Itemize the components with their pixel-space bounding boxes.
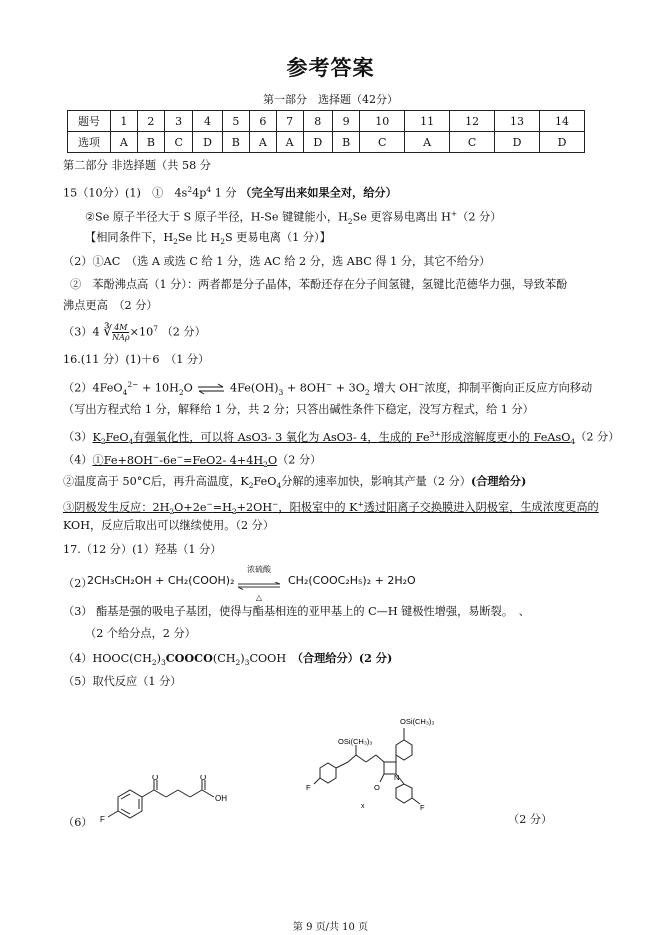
- part2-heading: 第二部分 非选择题（共 58 分: [63, 159, 211, 172]
- reaction-arrow-icon: [236, 582, 282, 590]
- svg-text:x: x: [361, 803, 365, 810]
- answer-cell: D: [193, 132, 222, 153]
- answer-table: [67, 110, 585, 153]
- reversible-arrow-icon: [196, 383, 226, 395]
- q17-line7-label: （6）: [63, 816, 93, 829]
- answer-cell: 5: [222, 111, 249, 132]
- answer-cell: C: [450, 132, 495, 153]
- svg-text:F: F: [420, 803, 425, 812]
- svg-text:O: O: [152, 775, 159, 782]
- page-footer: 第 9 页/共 10 页: [292, 922, 369, 933]
- answer-cell: A: [249, 132, 276, 153]
- q16-line7: ③阴极发生反应：$2H_2O+2e^-=H_2+2OH^-$，阳极室中的 K+透过阳离子交换膜进入阴极室，生成浓度更高的: [63, 499, 599, 516]
- answer-cell: 4: [193, 111, 222, 132]
- answer-cell: B: [222, 132, 249, 153]
- q15-line1: 15（10分）(1) ① $4s^24p^4$ 1 分 （完全写出来如果全对，给分）: [63, 185, 397, 200]
- answer-cell: B: [333, 132, 360, 153]
- reaction-condition: 浓硫酸 △: [236, 564, 282, 594]
- svg-text:OSi(CH₃)₃: OSi(CH₃)₃: [400, 717, 435, 726]
- answer-cell: 9: [333, 111, 360, 132]
- q15-line2: ②Se 原子半径大于 S 原子半径，H-Se 键键能小，$H_2Se$ 更容易电离出 H+（2 分）: [85, 209, 502, 226]
- svg-text:OSi(CH₃)₃: OSi(CH₃)₃: [338, 737, 373, 746]
- answer-cell: D: [495, 132, 540, 153]
- benzene-ring-top: [396, 740, 412, 760]
- q17-line1: 17.（12 分）(1）羟基（1 分）: [63, 543, 222, 556]
- answer-cell: 12: [450, 111, 495, 132]
- q17-line5: $(4)HOOC(CH_2)_3COOCO(CH_2)_3COOH$ （合理给分）(2 分): [63, 651, 393, 668]
- answer-cell: 11: [405, 111, 450, 132]
- answer-cell: D: [303, 132, 332, 153]
- part1-heading: 第一部分 选择题（42分）: [263, 93, 398, 106]
- malonate-equation-right: CH₂(COOC₂H₅)₂ + 2H₂O: [288, 574, 416, 587]
- svg-text:OH: OH: [215, 794, 227, 803]
- answer-table-row-numbers: [68, 111, 585, 132]
- q16-line1: 16.(11 分）(1)＋6 （1 分）: [63, 353, 210, 366]
- svg-text:N: N: [394, 773, 400, 782]
- answer-cell: 8: [303, 111, 332, 132]
- q17-line6: （5）取代反应（1 分）: [63, 675, 182, 688]
- q17-line4: （2 个给分点，2 分）: [85, 627, 196, 640]
- answer-cell: 1: [111, 111, 138, 132]
- answer-cell: A: [276, 132, 303, 153]
- answer-cell: D: [539, 132, 584, 153]
- answer-cell: 10: [360, 111, 405, 132]
- malonate-equation-left: 2CH₃CH₂OH + CH₂(COOH)₂: [87, 574, 235, 587]
- answer-cell: 题号: [68, 111, 111, 132]
- answer-cell: A: [405, 132, 450, 153]
- q16-line5: （4）①Fe+8OH−-6e−=FeO2- $4+4H_2O(2$ 分）: [63, 452, 322, 469]
- q15-line7: （3）4 ∛ $\frac{4M}{\text{NAρ}}$ $\times 10^7$ （2 分）: [63, 323, 206, 343]
- svg-text:O: O: [200, 775, 207, 782]
- answer-cell: C: [165, 132, 193, 153]
- q16-line4: $(3)K_2FeO_4$有强氧化性，可以将 AsO3- 3 氧化为 AsO3- 4，生成的 $Fe^{3+}$形成溶解度更小的 FeAsO$_4$（2 分）: [63, 429, 620, 446]
- answer-cell: A: [111, 132, 138, 153]
- q17-line2: （2）: [63, 577, 93, 590]
- answer-cell: C: [360, 132, 405, 153]
- answer-cell: 3: [165, 111, 193, 132]
- answer-cell: 选项: [68, 132, 111, 153]
- answer-cell: B: [137, 132, 164, 153]
- beta-lactam-structure: [300, 700, 500, 820]
- svg-text:F: F: [100, 815, 105, 824]
- q16-line8: KOH，反应后取出可以继续使用。（2 分）: [63, 519, 275, 532]
- q16-line2: $(2)4FeO_4^{2-} + 10H_2O$ $4Fe(OH)_3 + 8OH^- + 3O_2$ 增大 OH−浓度，抑制平衡向正反应方向移动: [63, 380, 593, 397]
- answer-cell: 13: [495, 111, 540, 132]
- q16-line6: ②温度高于 50°C后，再升高温度，$K_2FeO_4$分解的速率加快，影响其产量（2 分）(合理给分): [63, 474, 527, 491]
- q15-line5: ② 苯酚沸点高（1 分）：两者都是分子晶体，苯酚还存在分子间氢键，氢键比范德华力强，导致苯酚: [70, 278, 568, 291]
- keto-acid-structure: [92, 775, 252, 835]
- q17-line7-score: （2 分）: [508, 813, 553, 826]
- answer-cell: 14: [539, 111, 584, 132]
- answer-table-row-options: [68, 132, 585, 153]
- density-fraction: $\frac{4M}{\text{NAρ}}$: [112, 323, 130, 343]
- svg-text:O: O: [374, 783, 380, 792]
- q17-line3: （3） 酯基是强的吸电子基团，使得与酯基相连的亚甲基上的 C—H 键极性增强，易断裂。 、: [63, 605, 530, 618]
- benzene-ring-right: [396, 784, 412, 803]
- answer-cell: 6: [249, 111, 276, 132]
- q15-line4: （2）①AC （选 A 或选 C 给 1 分，选 AC 给 2 分，选 ABC 得 1 分，其它不给分）: [63, 255, 491, 268]
- svg-text:F: F: [306, 783, 311, 792]
- q15-line6: 沸点更高 （2 分）: [63, 299, 158, 312]
- q15-line3: 【相同条件下，$H_2Se$ 比 $H_2S$ 更易电离（1 分）】: [85, 231, 331, 247]
- page-title: 参考答案: [286, 55, 375, 80]
- answer-cell: 7: [276, 111, 303, 132]
- answer-cell: 2: [137, 111, 164, 132]
- benzene-ring-left: [320, 763, 336, 783]
- q16-line3: （写出方程式给 1 分，解释给 1 分，共 2 分；只答出碱性条件下稳定，没写方程式，给 1 分）: [63, 403, 534, 416]
